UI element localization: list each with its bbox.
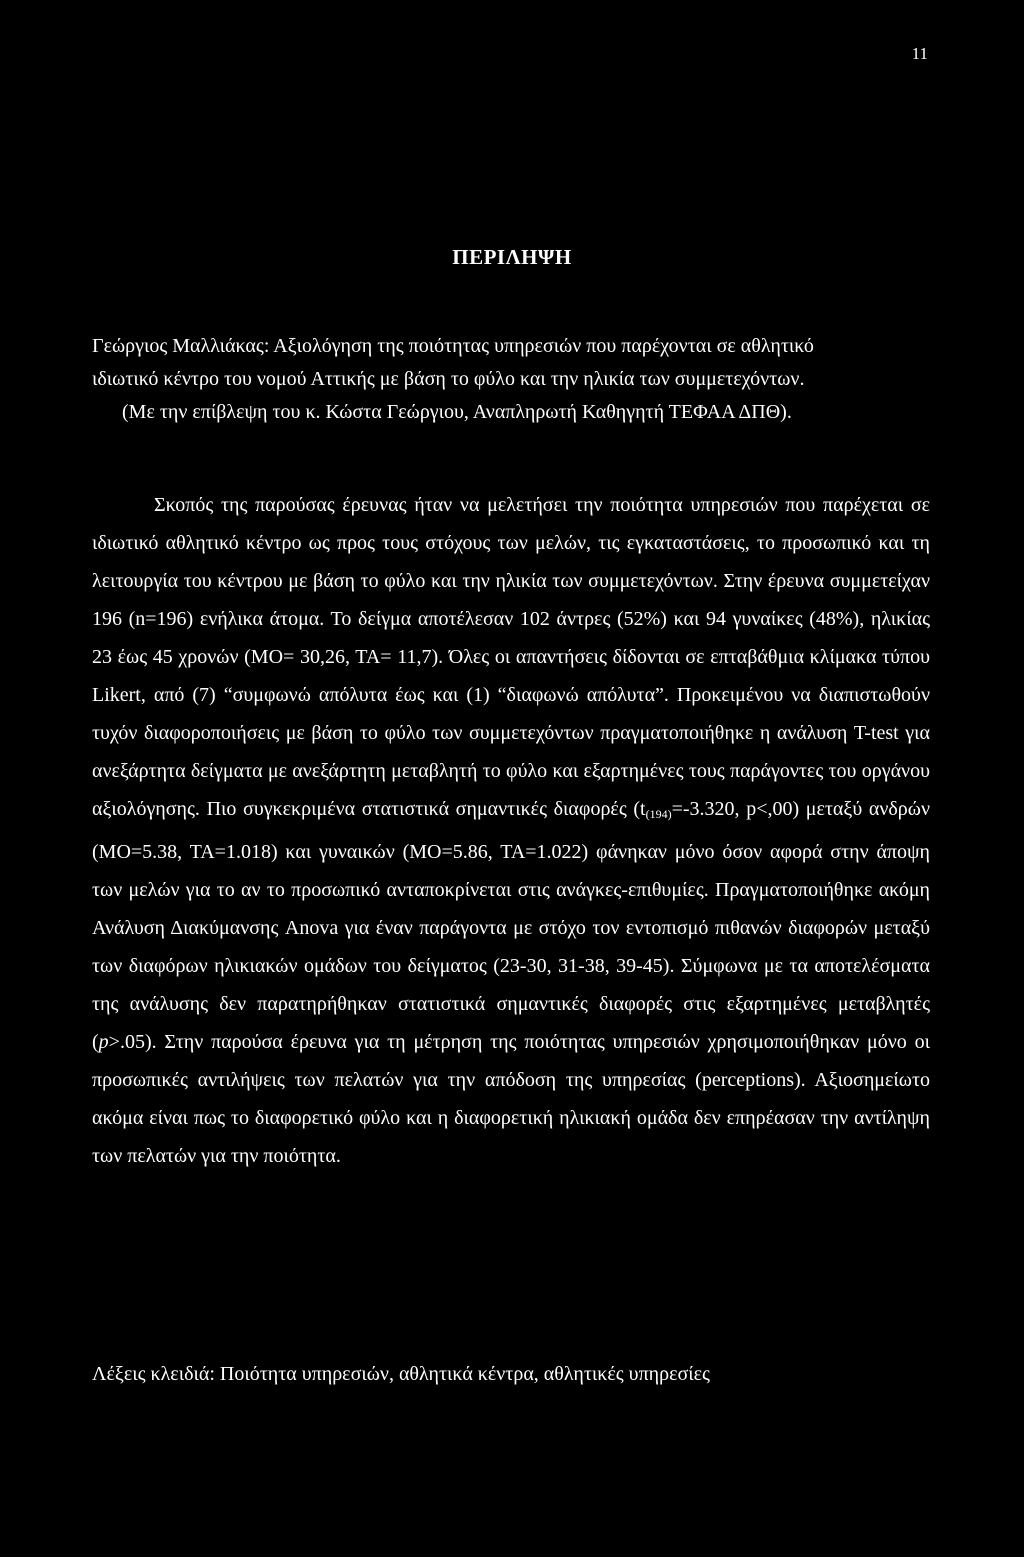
abstract-text-part-3: >.05). Στην παρούσα έρευνα για τη μέτρηση της ποιότητας υπηρεσιών χρησιμοποιήθηκαν μόνο οι προσωπικές αντιλήψεις των πελατών για την απόδοση της υπηρεσίας (perceptions). Αξιοσημείωτο ακόμα είναι πως το διαφορετικό φύλο και η διαφορετική ηλικιακή ομάδα δεν επηρέασαν την αντίληψη των πελατών για την ποιότητα. (92, 1031, 930, 1167)
abstract-text-part-2: =-3.320, p<,00) μεταξύ ανδρών (ΜΟ=5.38, ΤΑ=1.018) και γυναικών (ΜΟ=5.86, ΤΑ=1.022) φάνηκαν μόνο όσον αφορά στην άποψη των μελών για το αν το προσωπικό ανταποκρίνεται στις ανάγκες-επιθυμίες. Πραγματοποιήθηκε ακόμη Ανάλυση Διακύμανσης Anova για έναν παράγοντα με στόχο τον εντοπισμό πιθανών διαφορών μεταξύ των διαφόρων ηλικιακών ομάδων του δείγματος (23-30, 31-38, 39-45). Σύμφωνα με τα αποτελέσματα της ανάλυσης δεν παρατηρήθηκαν στατιστικά σημαντικές διαφορές στις εξαρτημένες μεταβλητές ( (92, 798, 930, 1053)
keywords: Λέξεις κλειδιά: Ποιότητα υπηρεσιών, αθλητικά κέντρα, αθλητικές υπηρεσίες (92, 1363, 710, 1385)
thesis-header (92, 330, 937, 429)
thesis-header-line-1: Γεώργιος Μαλλιάκας: Αξιολόγηση της ποιότητας υπηρεσιών που παρέχονται σε αθλητικό (92, 335, 814, 357)
abstract-text-part-1: Σκοπός της παρούσας έρευνας ήταν να μελετήσει την ποιότητα υπηρεσιών που παρέχεται σε ιδιωτικό αθλητικό κέντρο ως προς τους στόχους των μελών, τις εγκαταστάσεις, το προσωπικό και τη λειτουργία του κέντρου με βάση το φύλο και την ηλικία των συμμετεχόντων. Στην έρευνα συμμετείχαν 196 (n=196) ενήλικα άτομα. Το δείγμα αποτέλεσαν 102 άντρες (52%) και 94 γυναίκες (48%), ηλικίας 23 έως 45 χρονών (ΜΟ= 30,26, ΤΑ= 11,7). Όλες οι απαντήσεις δίδονται σε επταβάθμια κλίμακα τύπου Likert, από (7) “συμφωνώ απόλυτα έως και (1) “διαφωνώ απόλυτα”. Προκειμένου να διαπιστωθούν τυχόν διαφοροποιήσεις με βάση το φύλο των συμμετεχόντων πραγματοποιήθηκε η ανάλυση T-test για ανεξάρτητα δείγματα με ανεξάρτητη μεταβλητή το φύλο και εξαρτημένες τους παράγοντες του οργάνου αξιολόγησης. Πιο συγκεκριμένα στατιστικά σημαντικές διαφορές (t (92, 494, 930, 820)
t-test-degrees-of-freedom: (194) (645, 807, 672, 821)
p-value-symbol: p (98, 1031, 109, 1053)
page-title: ΠΕΡΙΛΗΨΗ (452, 245, 572, 269)
thesis-header-line-2: ιδιωτικό κέντρο του νομού Αττικής με βάση το φύλο και την ηλικία των συμμετεχόντων. (92, 368, 805, 390)
thesis-supervisor-line: (Με την επίβλεψη του κ. Κώστα Γεώργιου, Αναπληρωτή Καθηγητή ΤΕΦΑΑ ΔΠΘ). (122, 401, 792, 423)
abstract-paragraph (92, 486, 930, 1175)
page-number: 11 (911, 44, 928, 63)
